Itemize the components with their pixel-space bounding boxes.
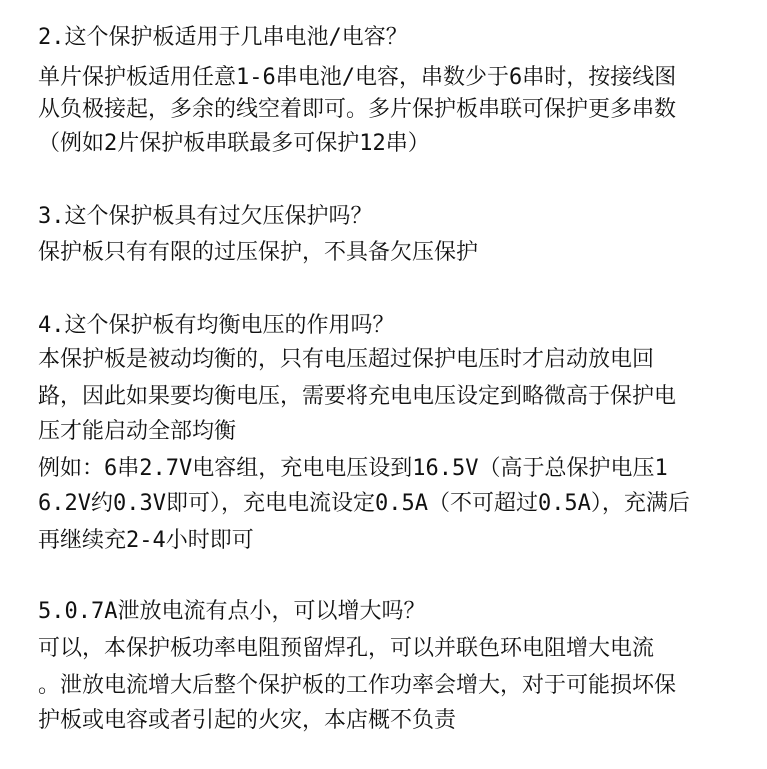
answer-4-line-4: 例如：6串2.7V电容组，充电电压设到16.5V（高于总保护电压1	[38, 456, 668, 481]
answer-4-line-3: 压才能启动全部均衡	[38, 419, 237, 444]
question-4: 4.这个保护板有均衡电压的作用吗？	[38, 313, 395, 338]
answer-2-line-1: 单片保护板适用任意1-6串电池/电容，串数少于6串时，按接线图	[38, 65, 677, 90]
answer-5-line-3: 护板或电容或者引起的火灾，本店概不负责	[38, 708, 457, 733]
question-5: 5.0.7A泄放电流有点小，可以增大吗？	[38, 599, 426, 624]
answer-4-line-6: 再继续充2-4小时即可	[38, 528, 254, 553]
answer-2-line-3: （例如2片保护板串联最多可保护12串）	[38, 131, 430, 156]
answer-5-line-1: 可以，本保护板功率电阻预留焊孔，可以并联色环电阻增大电流	[38, 636, 655, 661]
answer-4-line-2: 路，因此如果要均衡电压，需要将充电电压设定到略微高于保护电	[38, 384, 677, 409]
answer-3-line-1: 保护板只有有限的过压保护，不具备欠压保护	[38, 240, 479, 265]
question-3: 3.这个保护板具有过欠压保护吗？	[38, 204, 373, 229]
answer-5-line-2: 。泄放电流增大后整个保护板的工作功率会增大，对于可能损坏保	[38, 673, 677, 698]
answer-4-line-1: 本保护板是被动均衡的，只有电压超过保护电压时才启动放电回	[38, 347, 655, 372]
answer-2-line-2: 从负极接起，多余的线空着即可。多片保护板串联可保护更多串数	[38, 97, 677, 122]
question-2: 2.这个保护板适用于几串电池/电容？	[38, 25, 408, 50]
answer-4-line-5: 6.2V约0.3V即可），充电电流设定0.5A（不可超过0.5A），充满后	[38, 491, 690, 516]
